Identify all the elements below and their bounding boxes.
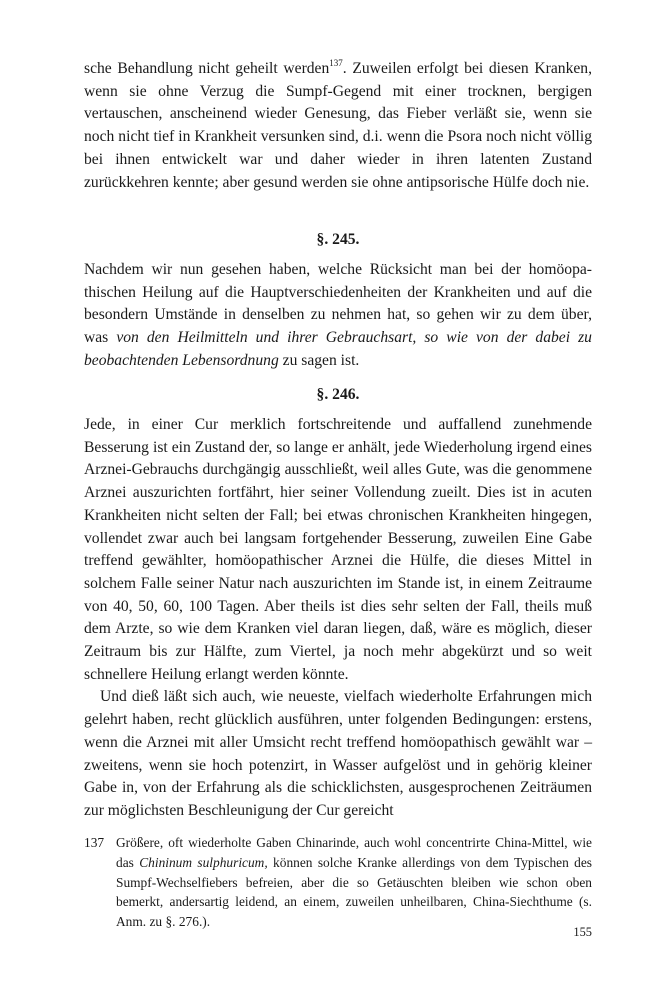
text-run: sche Behandlung nicht geheilt werden: [84, 60, 330, 77]
italic-text: Chininum sulphuricum,: [139, 854, 268, 870]
paragraph: Und dieß läßt sich auch, wie neueste, vielfach wiederholte Erfahrungen mich gelehrt haben, recht glücklich ausführen, unter folgenden Bedingungen: erstens, wenn die Arznei mit aller Umsicht recht treffend homöopathisch gewählt war – zweitens, wenn sie hoch potenzirt, in Wasser aufgelöst und in gehörig kleiner Gabe in, von der Erfahrung als die schicklichsten, ausgesprochenen Zeiträumen zur möglichsten Beschleunigung der Cur gereicht: [84, 688, 592, 819]
text-run: Nachdem wir nun gesehen haben, welche Rücksicht man bei der homöopathischen Heilung auf die Hauptverschiedenheiten der Krankheiten und auf die besondern Umstände in denselben zu nehmen hat, so gehen wir zu dem über, was: [84, 261, 592, 347]
text-run: Größere, oft wiederholte Gaben Chinarinde, auch wohl concentrirte China-Mittel, wie das: [116, 835, 592, 870]
footnote-number: 137: [84, 835, 105, 850]
footnote-text: [116, 833, 592, 932]
page-number: 155: [573, 925, 592, 939]
text-run: . Zuweilen erfolgt bei diesen Kranken, wenn sie ohne Verzug die Sumpf-Gegend mit einer trocknen, bergigen vertauschen, anscheinend wieder Genesung, das Fieber verläßt sie, wenn sie noch nicht tief in Krankheit versunken sind, d.i. wenn die Psora noch nicht völlig bei ihnen entwickelt war und daher wieder in ihren latenten Zustand zurückkehren kennte; aber gesund werden sie ohne antipsorische Hülfe doch nie.: [84, 60, 592, 191]
section-246-body: [84, 414, 592, 823]
footnote-reference[interactable]: 137: [329, 58, 343, 68]
section-heading-246: §. 246.: [316, 386, 360, 403]
footnote: [84, 833, 592, 932]
text-run: können solche Kranke allerdings von dem Typischen des Sumpf-Wechselfiebers befreien, aber die so Getäuschten bleiben wie schon oben bemerkt, andersartig leidend, an einem, zuweilen unheilbaren, China-Siechthume (s. Anm. zu §. 276.).: [116, 854, 592, 930]
paragraph-continuation: [84, 58, 592, 194]
paragraph-section-245: [84, 259, 592, 373]
italic-text: von den Heilmitteln und ihrer Gebrauchsart, so wie von der dabei zu beobachtenden Lebensordnung: [84, 329, 592, 369]
text-run: zu sagen ist.: [278, 351, 360, 369]
section-heading-245: §. 245.: [316, 231, 360, 248]
paragraph: Jede, in einer Cur merklich fortschreitende und auffallend zunehmende Besserung ist ein Zustand der, so lange er anhält, jede Wiederholung irgend eines Arznei-Gebrauchs durchgängig ausschließt, weil alles Gute, was die genommene Arznei auszurichten fortfährt, hier seiner Vollendung zueilt. Dies ist in acuten Krankheiten nicht selten der Fall; bei etwas chronischen Krankheiten hingegen, vollendet zwar auch bei langsam fortgehender Besserung, zuweilen Eine Gabe treffend gewählter, homöopathischer Arznei die Hülfe, die dieses Mittel in solchem Falle seiner Natur nach auszurichten im Stande ist, in einem Zeitraume von 40, 50, 60, 100 Tagen. Aber theils ist dies sehr selten der Fall, theils muß dem Arzte, so wie dem Kranken viel daran liegen, daß, wäre es möglich, dieser Zeitraum bis zur Hälfte, zum Viertel, ja noch mehr abgekürzt und so weit schnellere Heilung erlangt werden könnte.: [84, 416, 592, 683]
